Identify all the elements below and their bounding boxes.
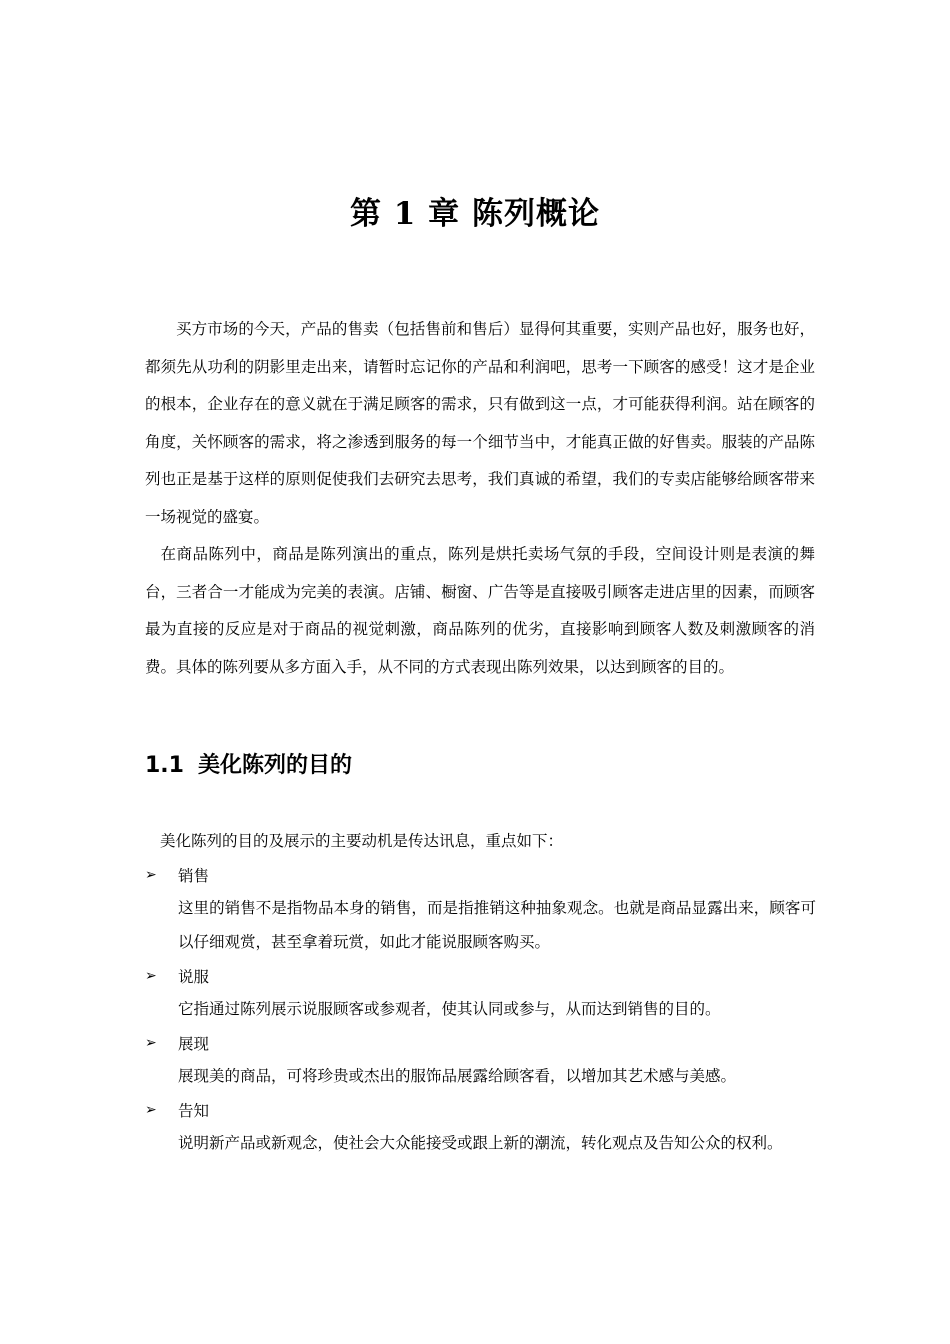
bullet-description: 说明新产品或新观念，使社会大众能接受或跟上新的潮流，转化观点及告知公众的权利。 <box>178 1134 783 1152</box>
list-item <box>145 1093 825 1160</box>
list-item <box>145 858 825 959</box>
list-item <box>145 1026 825 1093</box>
section-number: 1.1 <box>145 753 184 778</box>
bullet-label: 展现 <box>178 1034 210 1053</box>
bullet-description: 这里的销售不是指物品本身的销售，而是指推销这种抽象观念。也就是商品显露出来，顾客可以仔细观赏，甚至拿着玩赏，如此才能说服顾客购买。 <box>178 899 816 951</box>
arrow-bullet-icon: ➢ <box>145 866 157 883</box>
section-intro: 美化陈列的目的及展示的主要动机是传达讯息，重点如下： <box>160 832 564 850</box>
arrow-bullet-icon: ➢ <box>145 1101 157 1118</box>
bullet-description: 它指通过陈列展示说服顾客或参观者，使其认同或参与，从而达到销售的目的。 <box>178 1000 721 1018</box>
paragraph-1: 买方市场的今天，产品的售卖（包括售前和售后）显得何其重要，实则产品也好，服务也好，都须先从功利的阴影里走出来，请暂时忘记你的产品和利润吧，思考一下顾客的感受！这才是企业的根本，企业存在的意义就在于满足顾客的需求，只有做到这一点，才可能获得利润。站在顾客的角度，关怀顾客的需求，将之渗透到服务的每一个细节当中，才能真正做的好售卖。服装的产品陈列也正是基于这样的原则促使我们去研究去思考，我们真诚的希望，我们的专卖店能够给顾客带来一场视觉的盛宴。 <box>145 320 815 526</box>
arrow-bullet-icon: ➢ <box>145 967 157 984</box>
bullet-description: 展现美的商品，可将珍贵或杰出的服饰品展露给顾客看，以增加其艺术感与美感。 <box>178 1067 737 1085</box>
section-heading <box>145 748 352 779</box>
bullet-label: 销售 <box>178 866 210 885</box>
bullet-label: 告知 <box>178 1101 210 1120</box>
section-title: 美化陈列的目的 <box>197 753 352 778</box>
bullet-label: 说服 <box>178 967 210 986</box>
paragraph-2: 在商品陈列中，商品是陈列演出的重点，陈列是烘托卖场气氛的手段，空间设计则是表演的舞台，三者合一才能成为完美的表演。店铺、橱窗、广告等是直接吸引顾客走进店里的因素，而顾客最为直接的反应是对于商品的视觉刺激，商品陈列的优劣，直接影响到顾客人数及刺激顾客的消费。具体的陈列要从多方面入手，从不同的方式表现出陈列效果，以达到顾客的目的。 <box>145 545 815 676</box>
bullet-list <box>145 858 825 1160</box>
chapter-title: 第 1 章 陈列概论 <box>350 196 600 232</box>
list-item <box>145 959 825 1026</box>
arrow-bullet-icon: ➢ <box>145 1034 157 1051</box>
